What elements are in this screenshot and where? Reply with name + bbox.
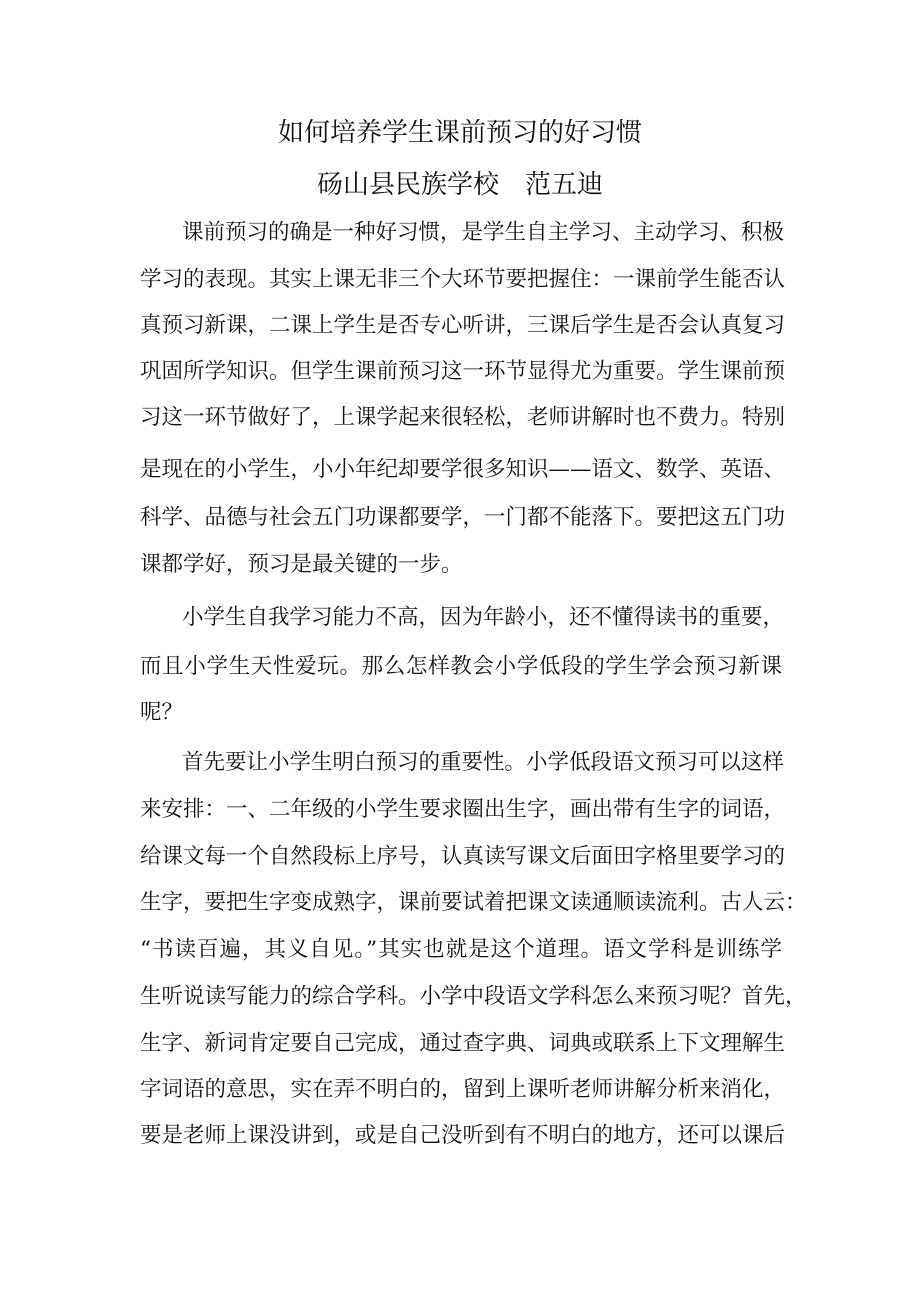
paragraph-line: 生字，要把生字变成熟字，课前要试着把课文读通顺读流利。古人云： bbox=[140, 890, 807, 915]
paragraph-line: 首先要让小学生明白预习的重要性。小学低段语文预习可以这样 bbox=[182, 750, 785, 775]
document-byline: 砀山县民族学校 范五迪 bbox=[316, 170, 603, 200]
paragraph-line: 生字、新词肯定要自己完成，通过查字典、词典或联系上下文理解生 bbox=[140, 1031, 786, 1056]
paragraph-line: 习这一环节做好了，上课学起来很轻松，老师讲解时也不费力。特别 bbox=[140, 405, 786, 430]
paragraph-line: 是现在的小学生，小小年纪却要学很多知识——语文、数学、英语、 bbox=[140, 457, 786, 482]
paragraph-line: 真预习新课，二课上学生是否专心听讲，三课后学生是否会认真复习 bbox=[140, 313, 786, 338]
paragraph-line: 巩固所学知识。但学生课前预习这一环节显得尤为重要。学生课前预 bbox=[140, 359, 786, 384]
paragraph-line: 生听说读写能力的综合学科。小学中段语文学科怎么来预习呢？首先， bbox=[140, 984, 807, 1009]
paragraph-line: 科学、品德与社会五门功课都要学，一门都不能落下。要把这五门功 bbox=[140, 505, 786, 530]
paragraph-line: 来安排：一、二年级的小学生要求圈出生字，画出带有生字的词语， bbox=[140, 797, 786, 822]
document-title: 如何培养学生课前预习的好习惯 bbox=[277, 118, 642, 148]
paragraph-line: “书读百遍，其义自见。”其实也就是这个道理。语文学科是训练学 bbox=[140, 937, 782, 962]
paragraph-line: 课都学好，预习是最关键的一步。 bbox=[140, 552, 463, 577]
paragraph-line: 小学生自我学习能力不高，因为年龄小，还不懂得读书的重要， bbox=[182, 605, 785, 630]
paragraph-line: 给课文每一个自然段标上序号，认真读写课文后面田字格里要学习的 bbox=[140, 844, 786, 869]
paragraph-line: 学习的表现。其实上课无非三个大环节要把握住：一课前学生能否认 bbox=[140, 267, 786, 292]
paragraph-line: 要是老师上课没讲到，或是自己没听到有不明白的地方，还可以课后 bbox=[140, 1123, 786, 1148]
paragraph-line: 而且小学生天性爱玩。那么怎样教会小学低段的学生学会预习新课 bbox=[140, 654, 782, 679]
paragraph-line: 课前预习的确是一种好习惯，是学生自主学习、主动学习、积极 bbox=[182, 220, 785, 245]
paragraph-line: 字词语的意思，实在弄不明白的，留到上课听老师讲解分析来消化， bbox=[140, 1077, 786, 1102]
paragraph-line: 呢？ bbox=[140, 700, 184, 725]
